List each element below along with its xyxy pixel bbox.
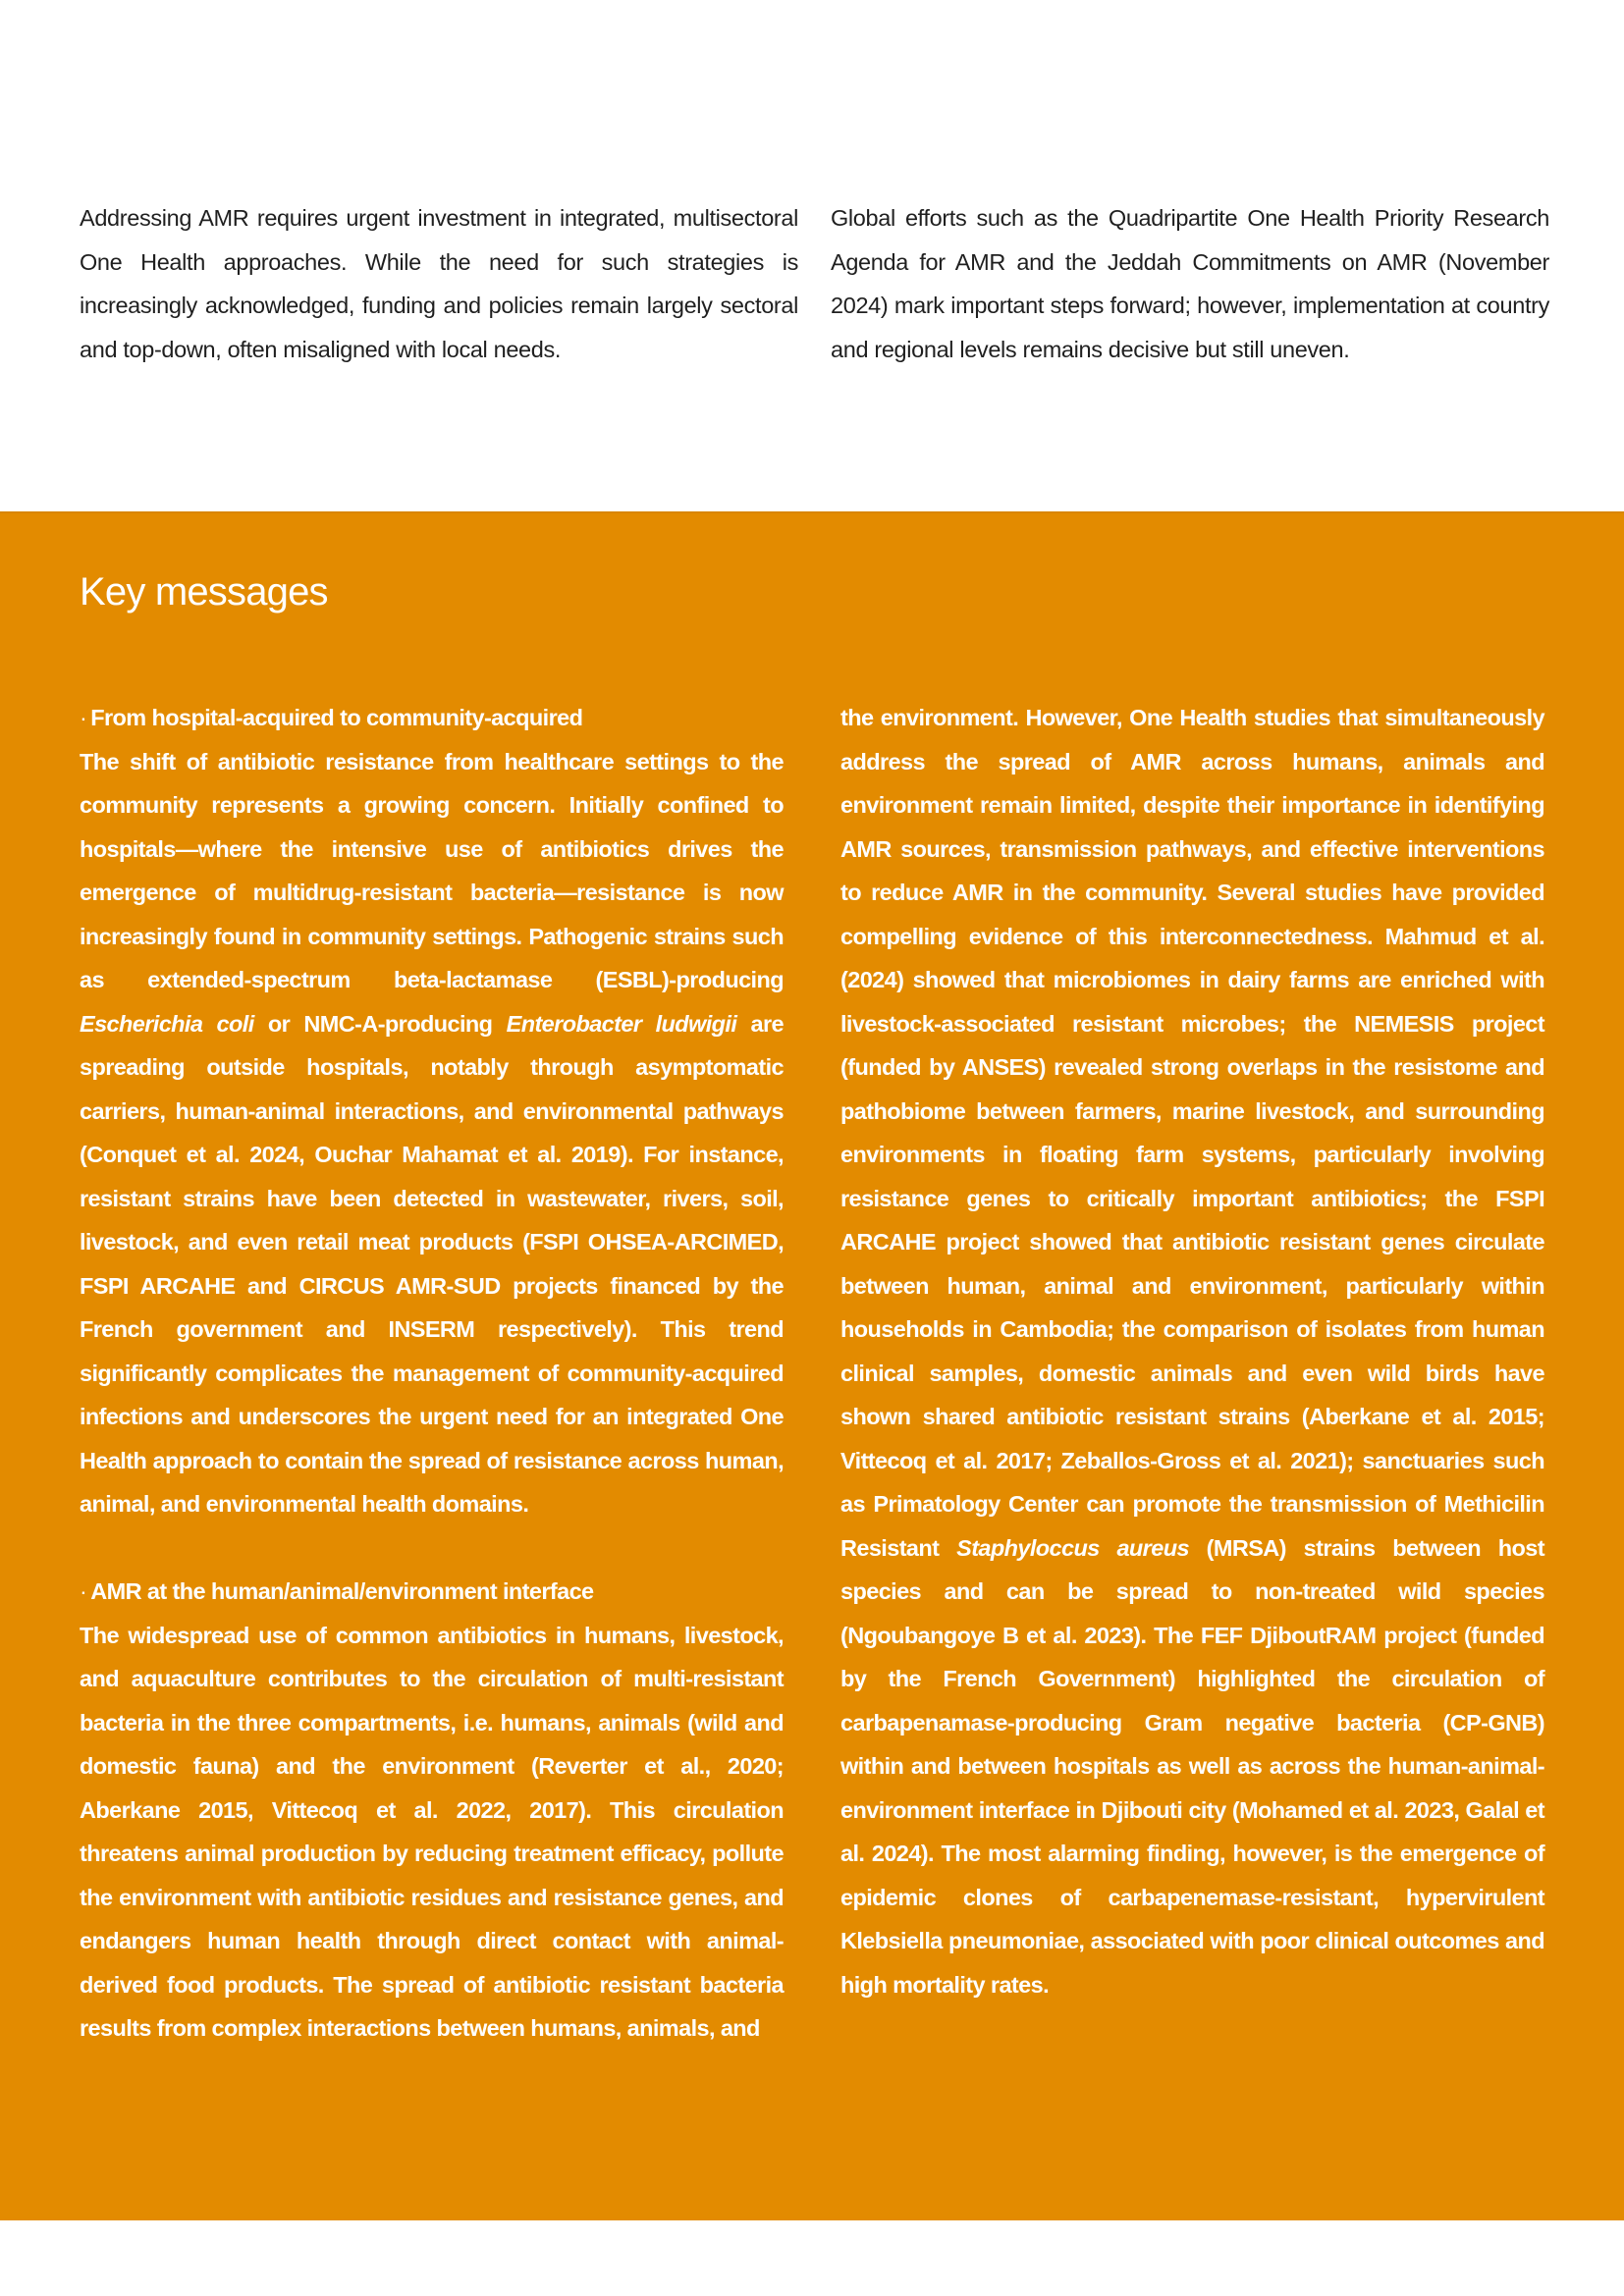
message-body-community-acquired: [80, 740, 784, 1526]
bullet-icon: ·: [80, 1578, 87, 1604]
species-name-italic: Staphyloccus aureus: [956, 1534, 1189, 1561]
body-text: or NMC-A-producing: [253, 1010, 507, 1037]
message-heading-text: AMR at the human/animal/environment interface: [90, 1578, 594, 1604]
key-messages-right-column: [840, 696, 1544, 2051]
species-name-italic: Enterobacter ludwigii: [506, 1010, 737, 1037]
key-messages-title: Key messages: [80, 570, 328, 614]
message-heading-text: From hospital-acquired to community-acquired: [90, 705, 583, 730]
message-body-interface-part1: The widespread use of common antibiotics in humans, livestock, and aquaculture contributes to the circulation of multi-resistant bacteria in the three compartments, i.e. humans, animals (wild and domestic fauna) and the environment (Reverter et al., 2020; Aberkane 2015, Vittecoq et al. 2022, 2017). This circulation threatens animal production by reducing treatment efficacy, pollute the environment with antibiotic residues and resistance genes, and endangers human health through direct contact with animal-derived food products. The spread of antibiotic resistant bacteria results from complex interactions between humans, animals, and: [80, 1622, 784, 2041]
key-messages-columns: [80, 696, 1544, 2051]
message-heading-interface: [80, 1570, 784, 1614]
intro-left-paragraph: Addressing AMR requires urgent investment in integrated, multisectoral One Health approaches. While the need for such strategies is increasingly acknowledged, funding and policies remain largely sectoral and top-down, often misaligned with local needs.: [80, 205, 798, 362]
intro-right-paragraph: Global efforts such as the Quadripartite One Health Priority Research Agenda for AMR and the Jeddah Commitments on AMR (November 2024) mark important steps forward; however, implementation at country and regional levels remains decisive but still uneven.: [831, 205, 1549, 362]
body-text: The shift of antibiotic resistance from healthcare settings to the community represents a growing concern. Initially confined to hospitals—where the intensive use of antibiotics drives the emergence of multidrug-resistant bacteria—resistance is now increasingly found in community settings. Pathogenic strains such as extended-spectrum beta-lactamase (ESBL)-producing: [80, 748, 784, 992]
key-messages-left-column: [80, 696, 784, 2051]
message-body-interface-part2: [840, 696, 1544, 2006]
body-text: (MRSA) strains between host species and can be spread to non-treated wild species (Ngoubangoye B et al. 2023). The FEF DjiboutRAM project (funded by the French Government) highlighted the circulation of carbapenamase-producing Gram negative bacteria (CP-GNB) within and between hospitals as well as across the human-animal-environment interface in Djibouti city (Mohamed et al. 2023, Galal et al. 2024). The most alarming finding, however, is the emergence of epidemic clones of carbapenemase-resistant, hypervirulent Klebsiella pneumoniae, associated with poor clinical outcomes and high mortality rates.: [840, 1534, 1544, 1998]
paragraph-spacer: [80, 1526, 784, 1571]
body-text: are spreading outside hospitals, notably through asymptomatic carriers, human-animal interactions, and environmental pathways (Conquet et al. 2024, Ouchar Mahamat et al. 2019). For instance, resistant strains have been detected in wastewater, rivers, soil, livestock, and even retail meat products (FSPI OHSEA-ARCIMED, FSPI ARCAHE and CIRCUS AMR-SUD projects financed by the French government and INSERM respectively). This trend significantly complicates the management of community-acquired infections and underscores the urgent need for an integrated One Health approach to contain the spread of resistance across human, animal, and environmental health domains.: [80, 1010, 784, 1517]
bullet-icon: ·: [80, 705, 87, 730]
body-text: the environment. However, One Health studies that simultaneously address the spread of AMR across humans, animals and environment remain limited, despite their importance in identifying AMR sources, transmission pathways, and effective interventions to reduce AMR in the community. Several studies have provided compelling evidence of this interconnectedness. Mahmud et al. (2024) showed that microbiomes in dairy farms are enriched with livestock-associated resistant microbes; the NEMESIS project (funded by ANSES) revealed strong overlaps in the resistome and pathobiome between farmers, marine livestock, and surrounding environments in floating farm systems, particularly involving resistance genes to critically important antibiotics; the FSPI ARCAHE project showed that antibiotic resistant genes circulate between human, animal and environment, particularly within households in Cambodia; the comparison of isolates from human clinical samples, domestic animals and even wild birds have shown shared antibiotic resistant strains (Aberkane et al. 2015; Vittecoq et al. 2017; Zeballos-Gross et al. 2021); sanctuaries such as Primatology Center can promote the transmission of Methicilin Resistant: [840, 705, 1544, 1561]
intro-section: [80, 196, 1549, 371]
key-messages-panel: [0, 511, 1624, 2220]
message-heading-community-acquired: [80, 696, 784, 740]
species-name-italic: Escherichia coli: [80, 1010, 254, 1037]
